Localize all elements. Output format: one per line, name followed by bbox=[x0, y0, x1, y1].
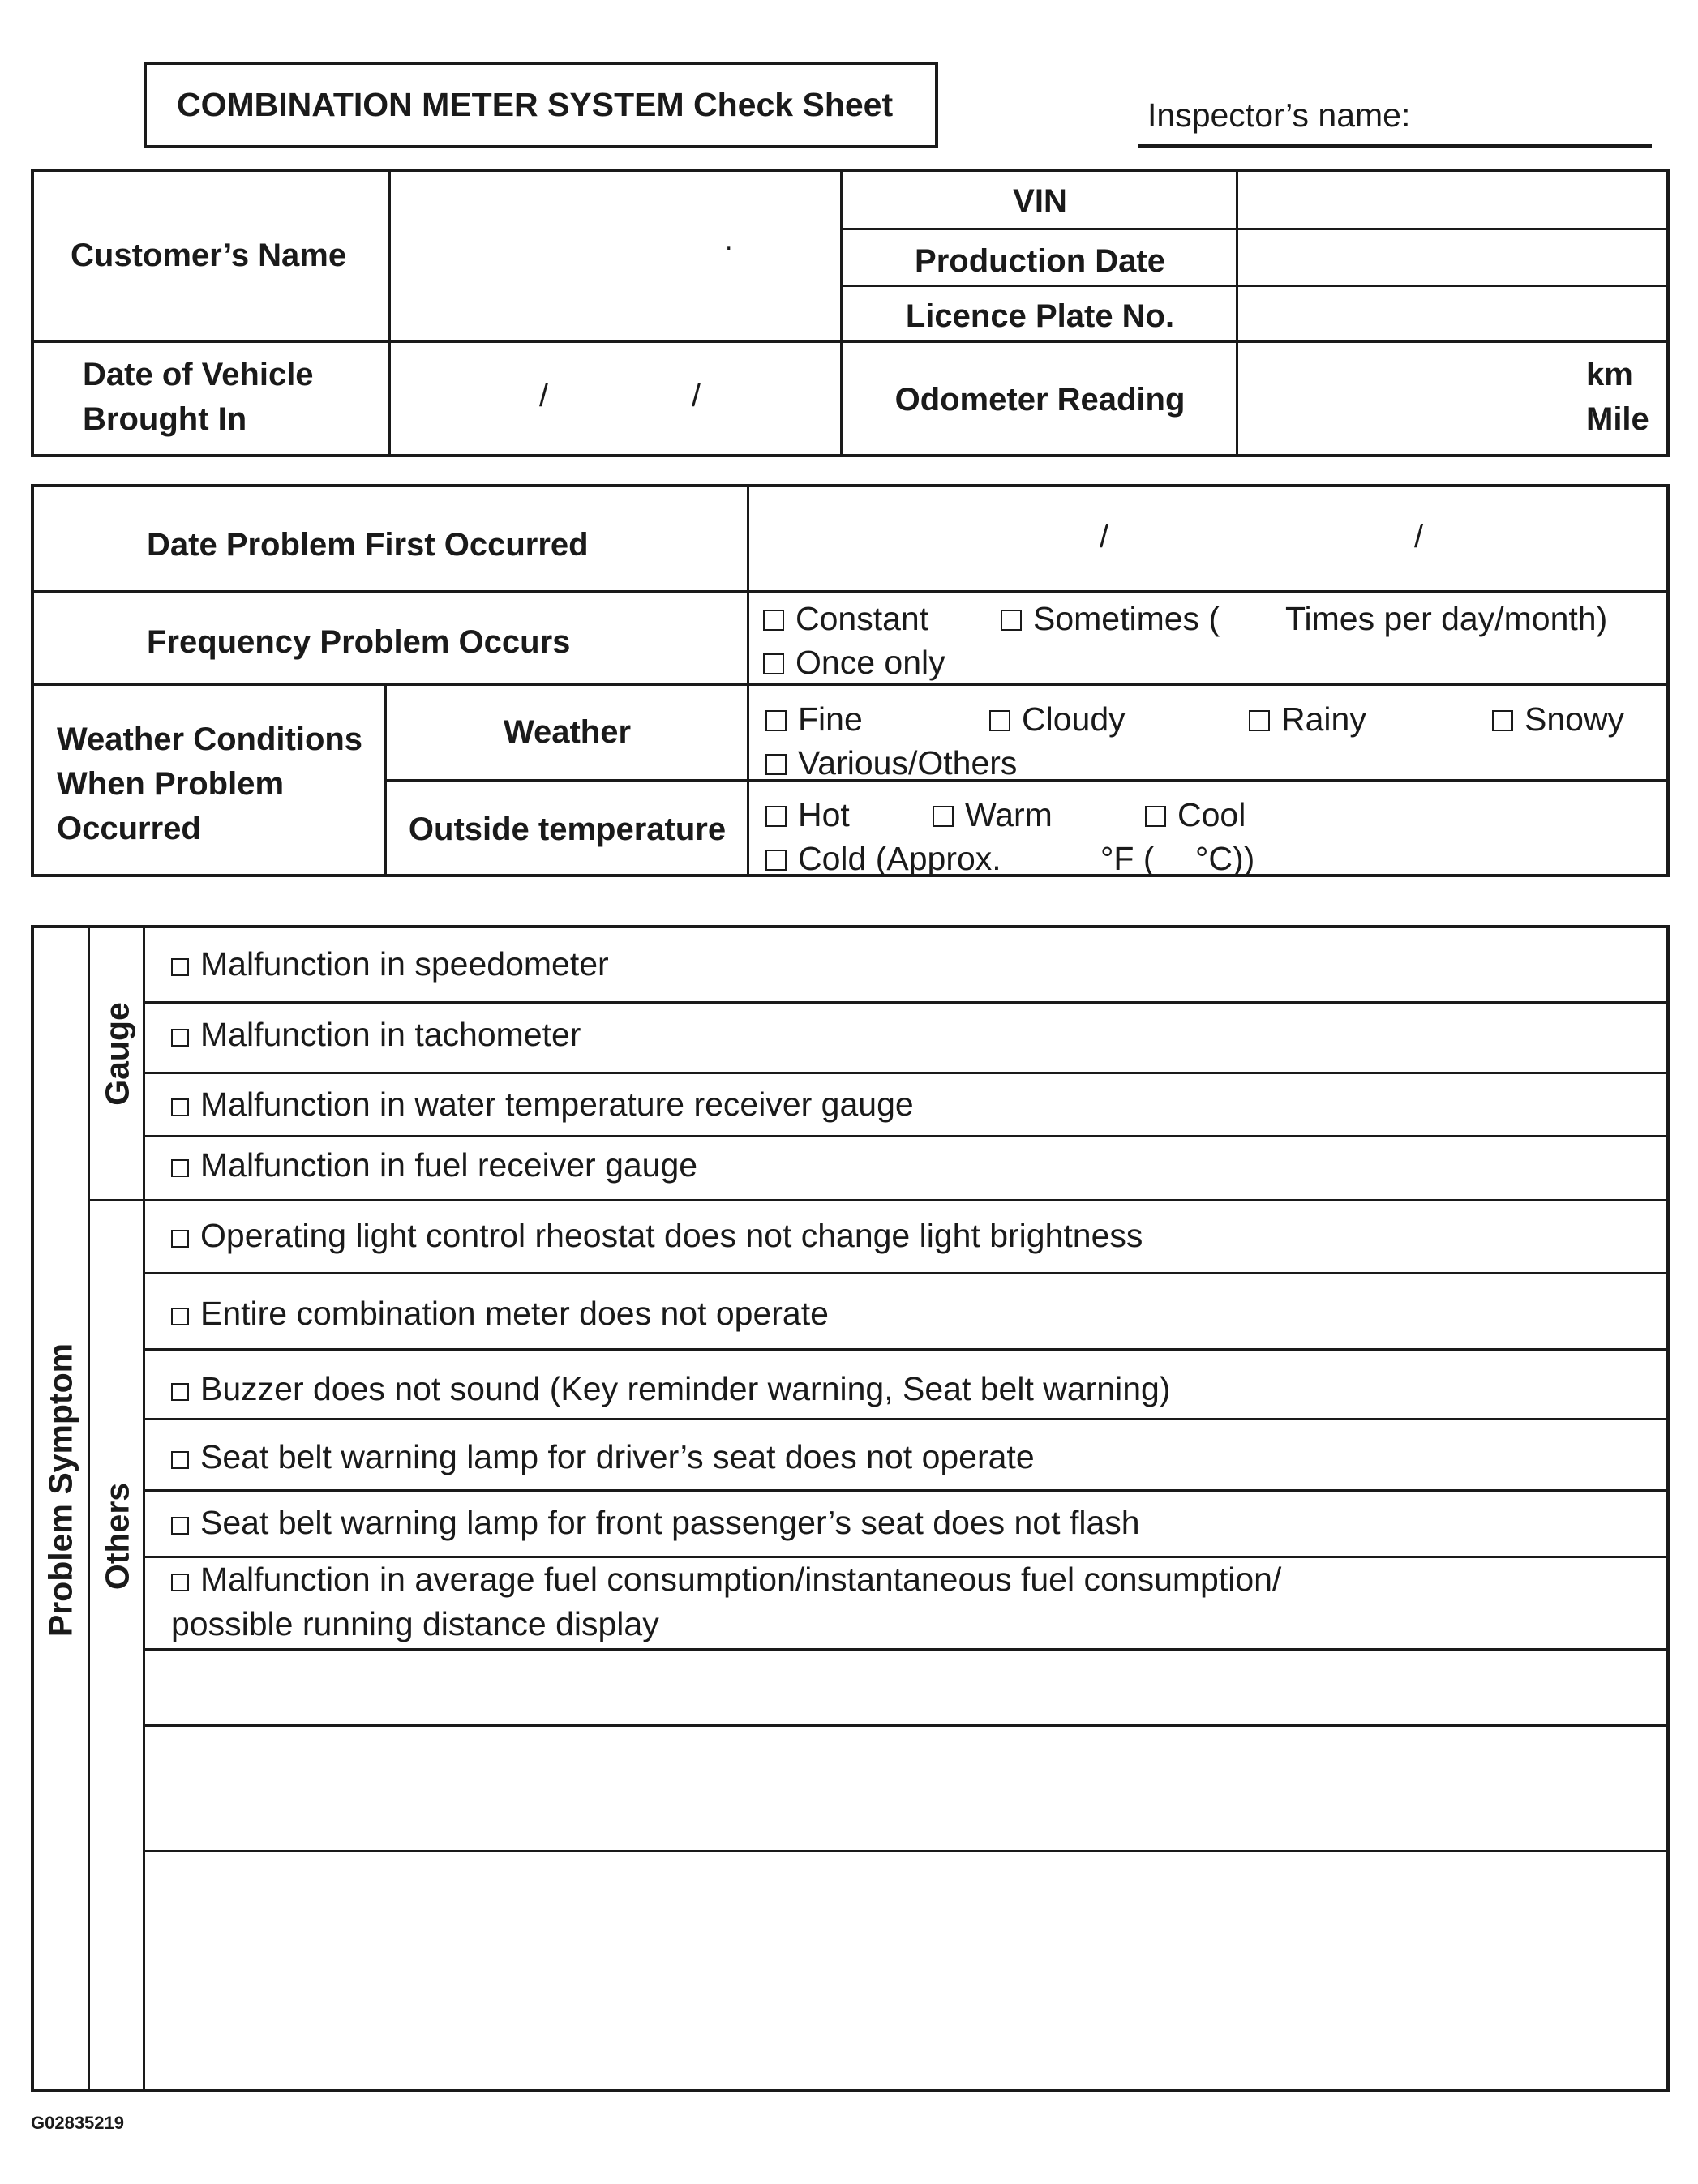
symptom-item[interactable] bbox=[171, 1563, 1281, 1596]
unit-km: km bbox=[1586, 357, 1633, 392]
vin-label: VIN bbox=[1013, 183, 1067, 219]
option-fine-label: Fine bbox=[798, 700, 863, 738]
option-rainy-label: Rainy bbox=[1281, 700, 1366, 738]
checkbox-warm[interactable] bbox=[933, 806, 954, 827]
option-constant[interactable] bbox=[763, 602, 928, 636]
inspector-label: Inspector’s name: bbox=[1147, 96, 1411, 134]
option-snowy-label: Snowy bbox=[1524, 700, 1625, 738]
blank-symptom-row[interactable] bbox=[146, 1728, 1666, 1849]
checkbox-sometimes[interactable] bbox=[1001, 610, 1022, 631]
licence-plate-label: Licence Plate No. bbox=[905, 298, 1175, 334]
symptom-label: Malfunction in average fuel consumption/instantaneous fuel consumption/ bbox=[200, 1561, 1282, 1598]
option-fine[interactable] bbox=[765, 700, 863, 738]
symptom-item[interactable] bbox=[171, 1219, 1143, 1253]
symptom-item[interactable] bbox=[171, 1088, 914, 1121]
symptom-label: Malfunction in speedometer bbox=[200, 945, 609, 983]
checkbox-rainy[interactable] bbox=[1249, 710, 1270, 731]
symptom-label: Malfunction in tachometer bbox=[200, 1016, 581, 1053]
figure-id: G02835219 bbox=[31, 2113, 124, 2133]
production-date-label: Production Date bbox=[915, 243, 1165, 279]
page-title: COMBINATION METER SYSTEM Check Sheet bbox=[177, 86, 894, 123]
symptom-item[interactable] bbox=[171, 1438, 1035, 1475]
deg-f-label: °F ( bbox=[1100, 840, 1155, 877]
option-sometimes[interactable] bbox=[1001, 602, 1220, 636]
checkbox-symptom[interactable] bbox=[171, 1451, 189, 1469]
checkbox-symptom[interactable] bbox=[171, 1098, 189, 1116]
date-brought-in-field[interactable] bbox=[392, 344, 838, 455]
option-rainy[interactable] bbox=[1249, 700, 1366, 738]
checkbox-symptom[interactable] bbox=[171, 1029, 189, 1047]
option-sometimes-label: Sometimes ( bbox=[1033, 600, 1220, 637]
checkbox-hot[interactable] bbox=[765, 806, 787, 827]
checkbox-cloudy[interactable] bbox=[989, 710, 1010, 731]
checkbox-cold[interactable] bbox=[765, 850, 787, 871]
others-label: Others bbox=[98, 1482, 136, 1591]
symptom-label: Malfunction in water temperature receiver gauge bbox=[200, 1086, 914, 1123]
symptom-label-continued: possible running distance display bbox=[171, 1605, 659, 1642]
checkbox-fine[interactable] bbox=[765, 710, 787, 731]
checkbox-snowy[interactable] bbox=[1492, 710, 1513, 731]
checkbox-symptom[interactable] bbox=[171, 1159, 189, 1177]
problem-symptom-label: Problem Symptom bbox=[41, 1343, 79, 1638]
option-cool[interactable] bbox=[1145, 796, 1246, 833]
inspector-name-line[interactable] bbox=[1138, 144, 1652, 148]
temperature-label: Outside temperature bbox=[408, 812, 727, 847]
symptom-label: Buzzer does not sound (Key reminder warning, Seat belt warning) bbox=[200, 1370, 1171, 1407]
date-slash-1: / bbox=[539, 378, 549, 413]
option-cloudy-label: Cloudy bbox=[1022, 700, 1126, 738]
option-cloudy[interactable] bbox=[989, 700, 1126, 738]
frequency-label: Frequency Problem Occurs bbox=[147, 624, 571, 660]
checkbox-symptom[interactable] bbox=[171, 1517, 189, 1535]
date-slash-2: / bbox=[692, 378, 701, 413]
date-first-slash-1: / bbox=[1100, 519, 1109, 555]
option-various-label: Various/Others bbox=[798, 744, 1018, 782]
checkbox-various[interactable] bbox=[765, 754, 787, 775]
symptom-item[interactable] bbox=[171, 1506, 1140, 1540]
option-cool-label: Cool bbox=[1177, 796, 1246, 833]
symptom-item[interactable] bbox=[171, 1372, 1170, 1406]
customer-name-dot: . bbox=[725, 225, 733, 256]
option-once-only-label: Once only bbox=[795, 644, 945, 681]
symptom-label: Seat belt warning lamp for driver’s seat does not operate bbox=[200, 1438, 1035, 1475]
option-cold[interactable] bbox=[765, 842, 1001, 876]
symptom-label: Seat belt warning lamp for front passenger’s seat does not flash bbox=[200, 1504, 1140, 1541]
customer-name-label: Customer’s Name bbox=[71, 238, 347, 273]
odometer-label: Odometer Reading bbox=[894, 382, 1186, 418]
option-warm-label: Warm bbox=[965, 796, 1053, 833]
date-first-slash-2: / bbox=[1414, 519, 1424, 555]
symptom-label: Operating light control rheostat does not change light brightness bbox=[200, 1217, 1143, 1254]
blank-symptom-area[interactable] bbox=[146, 1853, 1666, 2089]
date-brought-in-label-line2: Brought In bbox=[83, 401, 247, 437]
weather-conditions-label-line2: When Problem bbox=[57, 766, 285, 802]
gauge-label: Gauge bbox=[98, 1002, 136, 1106]
customer-name-field[interactable] bbox=[392, 172, 838, 339]
symptom-item[interactable] bbox=[171, 1297, 829, 1330]
option-hot[interactable] bbox=[765, 796, 850, 833]
option-warm[interactable] bbox=[933, 796, 1053, 833]
date-first-field[interactable] bbox=[750, 487, 1666, 589]
blank-symptom-row[interactable] bbox=[146, 1651, 1666, 1724]
times-per-label: Times per day/month) bbox=[1285, 600, 1608, 637]
option-once-only[interactable] bbox=[763, 646, 945, 679]
checkbox-symptom[interactable] bbox=[171, 1230, 189, 1248]
symptom-item[interactable] bbox=[171, 945, 609, 983]
licence-plate-field[interactable] bbox=[1239, 287, 1666, 340]
checkbox-symptom[interactable] bbox=[171, 1574, 189, 1591]
symptom-item[interactable] bbox=[171, 1018, 581, 1051]
option-snowy[interactable] bbox=[1492, 700, 1625, 738]
date-first-label: Date Problem First Occurred bbox=[147, 527, 589, 563]
symptom-label: Entire combination meter does not operate bbox=[200, 1295, 829, 1332]
weather-conditions-label-line3: Occurred bbox=[57, 811, 201, 846]
option-cold-label: Cold (Approx. bbox=[798, 840, 1001, 877]
option-various[interactable] bbox=[765, 744, 1018, 782]
checkbox-once-only[interactable] bbox=[763, 653, 784, 674]
production-date-field[interactable] bbox=[1239, 230, 1666, 284]
symptom-item[interactable] bbox=[171, 1146, 698, 1184]
option-constant-label: Constant bbox=[795, 600, 929, 637]
symptom-label: Malfunction in fuel receiver gauge bbox=[200, 1146, 698, 1184]
option-hot-label: Hot bbox=[798, 796, 850, 833]
date-brought-in-label-line1: Date of Vehicle bbox=[83, 357, 314, 392]
deg-c-label: °C)) bbox=[1195, 840, 1255, 877]
checkbox-symptom[interactable] bbox=[171, 958, 189, 976]
checkbox-cool[interactable] bbox=[1145, 806, 1166, 827]
weather-conditions-label-line1: Weather Conditions bbox=[57, 722, 363, 757]
checkbox-symptom[interactable] bbox=[171, 1383, 189, 1401]
checkbox-constant[interactable] bbox=[763, 610, 784, 631]
vin-field[interactable] bbox=[1239, 172, 1666, 227]
weather-label: Weather bbox=[503, 714, 632, 750]
checkbox-symptom[interactable] bbox=[171, 1308, 189, 1325]
unit-mile: Mile bbox=[1586, 401, 1649, 437]
